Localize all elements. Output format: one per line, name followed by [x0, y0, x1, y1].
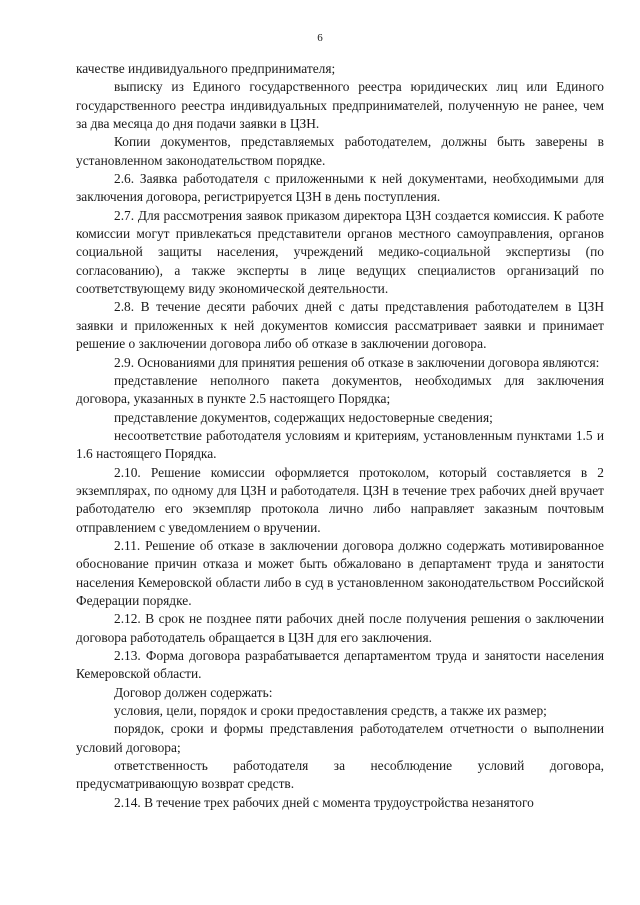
paragraph: условия, цели, порядок и сроки предоставления средств, а также их размер;	[114, 703, 547, 719]
paragraph: 2.10. Решение комиссии оформляется протоколом, который составляется в 2 экземплярах, по одному для ЦЗН и работодателя. ЦЗН в течение трех рабочих дней вручает работодателю его экземпляр протокола лично либо направляет заказным почтовым отправлением с уведомлением о вручении.	[76, 464, 604, 535]
paragraph: ответственность работодателя за несоблюдение условий договора, предусматривающую возврат средств.	[76, 758, 604, 792]
paragraph: 2.7. Для рассмотрения заявок приказом директора ЦЗН создается комиссия. К работе комиссии могут привлекаться представители органов местного самоуправления, органов социальной защиты населения, учреждений медико-социальной экспертизы (по согласованию), а также эксперты в лице ведущих специалистов организаций по соответствующему виду экономической деятельности.	[76, 207, 604, 297]
paragraph: представление документов, содержащих недостоверные сведения;	[114, 409, 493, 425]
paragraph: выписку из Единого государственного реестра юридических лиц или Единого государственного реестра индивидуальных предпринимателей, полученную не ранее, чем за два месяца до дня подачи заявки в ЦЗН.	[76, 79, 604, 132]
paragraph: 2.12. В срок не позднее пяти рабочих дней после получения решения о заключении договора работодатель обращается в ЦЗН для его заключения.	[76, 611, 604, 645]
page-number: 6	[317, 32, 323, 44]
paragraph: Копии документов, представляемых работодателем, должны быть заверены в установленном законодательством порядке.	[76, 134, 604, 168]
paragraph: 2.9. Основаниями для принятия решения об отказе в заключении договора являются:	[114, 354, 600, 370]
paragraph: 2.13. Форма договора разрабатывается департаментом труда и занятости населения Кемеровской области.	[76, 648, 604, 682]
document-body	[76, 60, 604, 812]
paragraph: порядок, сроки и формы представления работодателем отчетности о выполнении условий договора;	[76, 721, 604, 755]
paragraph: 2.6. Заявка работодателя с приложенными к ней документами, необходимыми для заключения договора, регистрируется ЦЗН в день поступления.	[76, 171, 604, 205]
paragraph: 2.14. В течение трех рабочих дней с момента трудоустройства незанятого	[114, 794, 534, 810]
paragraph: Договор должен содержать:	[114, 684, 273, 700]
paragraph: качестве индивидуального предпринимателя;	[76, 61, 336, 76]
paragraph: 2.8. В течение десяти рабочих дней с даты представления работодателем в ЦЗН заявки и приложенных к ней документов комиссия рассматривает заявки и принимает решение о заключении договора либо об отказе в заключении договора.	[76, 299, 604, 352]
paragraph: несоответствие работодателя условиям и критериям, установленным пунктами 1.5 и 1.6 настоящего Порядка.	[76, 427, 604, 462]
paragraph: представление неполного пакета документов, необходимых для заключения договора, указанных в пункте 2.5 настоящего Порядка;	[76, 372, 604, 407]
paragraph: 2.11. Решение об отказе в заключении договора должно содержать мотивированное обоснование причин отказа и может быть обжаловано в департамент труда и занятости населения Кемеровской области либо в суд в установленном законодательством Российской Федерации порядке.	[76, 537, 604, 608]
